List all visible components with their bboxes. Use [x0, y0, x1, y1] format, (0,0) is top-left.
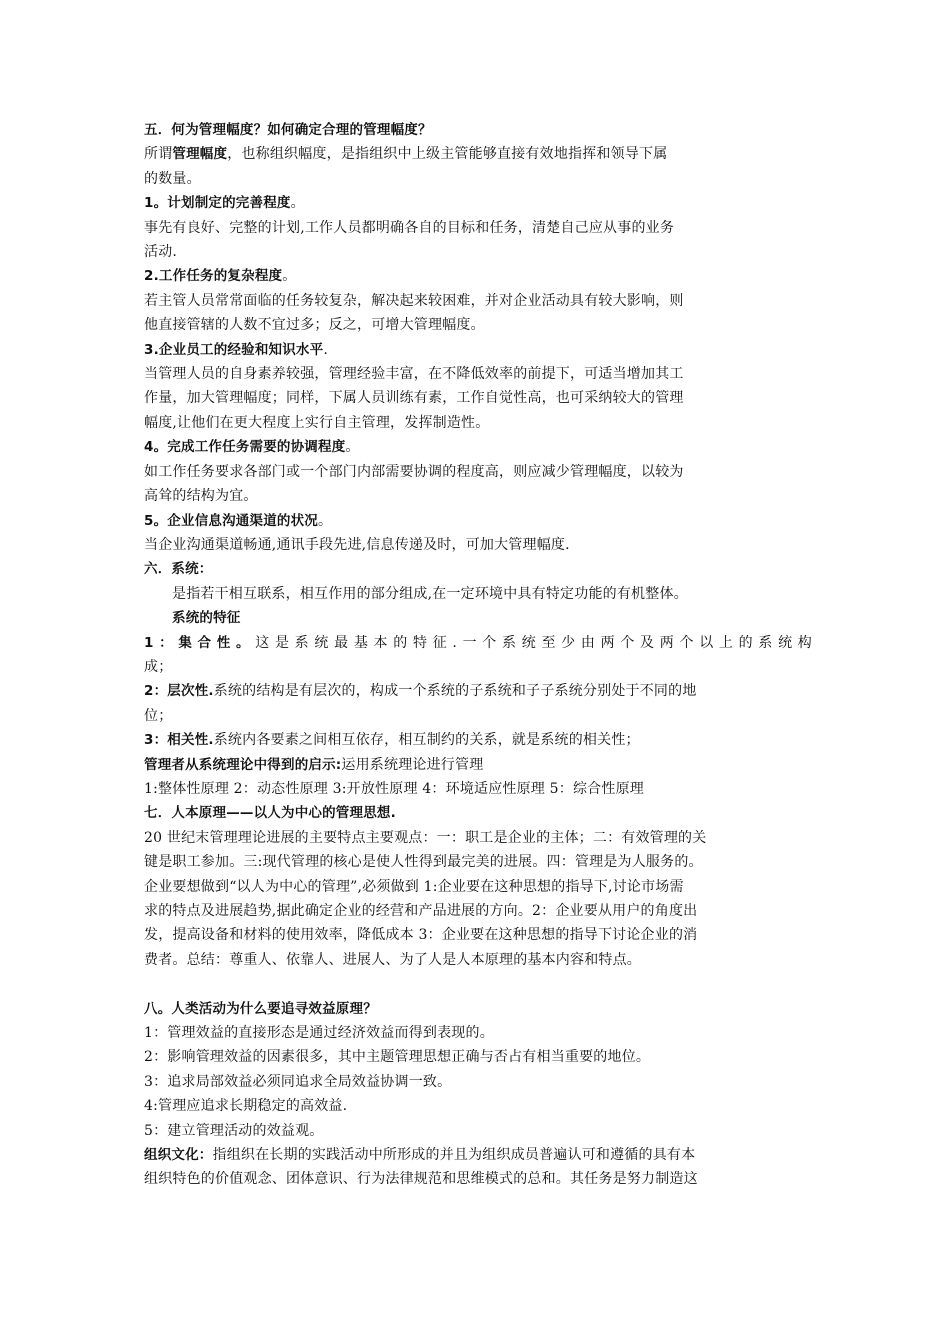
factor-1-heading: [144, 191, 812, 215]
section-7-line-5: 发，提高设备和材料的使用效率，降低成本 3：企业要在这种思想的指导下讨论企业的消: [144, 927, 698, 944]
factor-3-title: 3.企业员工的经验和知识水平: [144, 341, 324, 358]
feature-3-label: 3：相关性.: [144, 732, 214, 749]
system-definition: 是指若干相互联系，相互作用的部分组成,在一定环境中具有特定功能的有机整体。: [172, 585, 688, 602]
factor-2-tail: 。: [282, 268, 297, 285]
factor-5-title: 5。企业信息沟通渠道的状况: [144, 512, 318, 529]
document-page: [144, 118, 812, 1192]
efficiency-item-2: 2：影响管理效益的因素很多，其中主题管理思想正确与否占有相当重要的地位。: [144, 1049, 651, 1066]
section-7-line-2: 键是职工参加。三:现代管理的核心是使人性得到最完美的进展。四：管理是为人服务的。: [144, 854, 703, 871]
feature-3-text: 系统内各要素之间相互依存，相互制约的关系，就是系统的相关性；: [213, 732, 640, 749]
def-body: ，也称组织幅度，是指组织中上级主管能够直接有效地指挥和领导下属: [227, 146, 668, 163]
system-principles: 1:整体性原理 2：动态性原理 3:开放性原理 4：环境适应性原理 5：综合性原理: [144, 780, 644, 797]
section-6-title: 六．系统：: [144, 561, 213, 578]
factor-4-title: 4。完成工作任务需要的协调程度: [144, 439, 346, 456]
feature-2-line-2: 位；: [144, 707, 173, 724]
factor-3-heading: [144, 338, 812, 362]
feature-1-label: 1：集合性。: [144, 634, 256, 651]
org-culture-label: 组织文化：: [144, 1147, 213, 1164]
factor-5-heading: [144, 509, 812, 533]
def-term: 管理幅度: [172, 146, 228, 163]
efficiency-item-4: 4:管理应追求长期稳定的高效益.: [144, 1098, 348, 1115]
factor-2-heading: [144, 264, 812, 288]
section-7-line-4: 求的特点及进展趋势,据此确定企业的经营和产品进展的方向。2：企业要从用户的角度出: [144, 903, 698, 919]
system-insight-label: 管理者从系统理论中得到的启示:: [144, 756, 342, 773]
factor-4-tail: 。: [345, 439, 360, 456]
section-7-line-3: 企业要想做到“以人为中心的管理”,必须做到 1:企业要在这种思想的指导下,讨论市场需: [144, 878, 684, 895]
factor-3-tail: .: [323, 341, 328, 358]
efficiency-item-1: 1：管理效益的直接形态是通过经济效益而得到表现的。: [144, 1025, 494, 1042]
feature-3-line-1: [144, 728, 812, 752]
org-culture-line-2: 组织特色的价值观念、团体意识、行为法律规范和思维模式的总和。其任务是努力制造这: [144, 1171, 698, 1188]
factor-2-line-1: 若主管人员常常面临的任务较复杂，解决起来较困难，并对企业活动具有较大影响，则: [144, 292, 684, 309]
feature-2-label: 2：层次性.: [144, 683, 214, 700]
factor-1-tail: 。: [290, 195, 305, 212]
factor-4-line-1: 如工作任务要求各部门或一个部门内部需要协调的程度高，则应减少管理幅度，以较为: [144, 463, 684, 480]
factor-4-heading: [144, 435, 812, 459]
factor-1-title: 1。计划制定的完善程度: [144, 195, 291, 212]
org-culture-text: 指组织在长期的实践活动中所形成的并且为组织成员普遍认可和遵循的具有本: [212, 1147, 696, 1164]
blank-line: [144, 972, 812, 996]
def-prefix: 所谓: [144, 146, 173, 163]
factor-4-line-2: 高耸的结构为宜。: [144, 488, 258, 505]
factor-3-line-3: 幅度,让他们在更大程度上实行自主管理，发挥制造性。: [144, 414, 490, 431]
feature-1-line-2: 成；: [144, 658, 173, 675]
factor-2-title: 2.工作任务的复杂程度: [144, 268, 283, 285]
efficiency-item-3: 3：追求局部效益必须同追求全局效益协调一致。: [144, 1073, 452, 1090]
section-8-title: 八。人类活动为什么要追寻效益原理？: [144, 1000, 377, 1017]
feature-2-text: 系统的结构是有层次的，构成一个系统的子系统和子子系统分别处于不同的地: [213, 683, 697, 700]
system-features-title: 系统的特征: [172, 610, 241, 627]
feature-2-line-1: [144, 679, 812, 703]
factor-3-line-2: 作量，加大管理幅度；同样，下属人员训练有素，工作自觉性高，也可采纳较大的管理: [144, 390, 684, 407]
section-5-title: 五．何为管理幅度？如何确定合理的管理幅度？: [144, 122, 432, 138]
section-7-title: 七．人本原理——以人为中心的管理思想.: [144, 805, 396, 822]
section-7-line-1: 20 世纪末管理理论进展的主要特点主要观点：一：职工是企业的主体；二：有效管理的关: [144, 829, 707, 846]
feature-1-text: 这是系统最基本的特征.一个系统至少由两个及两个以上的系统构: [255, 634, 813, 651]
factor-5-tail: 。: [318, 512, 333, 529]
factor-1-line-2: 活动.: [144, 244, 178, 261]
system-insight: [144, 753, 812, 777]
efficiency-item-5: 5：建立管理活动的效益观。: [144, 1122, 324, 1139]
factor-5-line-1: 当企业沟通渠道畅通,通讯手段先进,信息传递及时，可加大管理幅度.: [144, 536, 570, 553]
factor-1-line-1: 事先有良好、完整的计划,工作人员都明确各自的目标和任务，清楚自己应从事的业务: [144, 219, 675, 236]
section-7-line-6: 费者。总结：尊重人、依靠人、进展人、为了人是人本原理的基本内容和特点。: [144, 951, 641, 968]
factor-2-line-2: 他直接管辖的人数不宜过多；反之，可增大管理幅度。: [144, 317, 485, 334]
span-definition-line-2: 的数量。: [144, 170, 201, 187]
org-culture-line-1: [144, 1143, 812, 1167]
system-insight-text: 运用系统理论进行管理: [341, 756, 484, 773]
factor-3-line-1: 当管理人员的自身素养较强，管理经验丰富，在不降低效率的前提下，可适当增加其工: [144, 366, 684, 383]
feature-1-line-1: [144, 631, 812, 655]
span-definition-line-1: [144, 142, 812, 166]
